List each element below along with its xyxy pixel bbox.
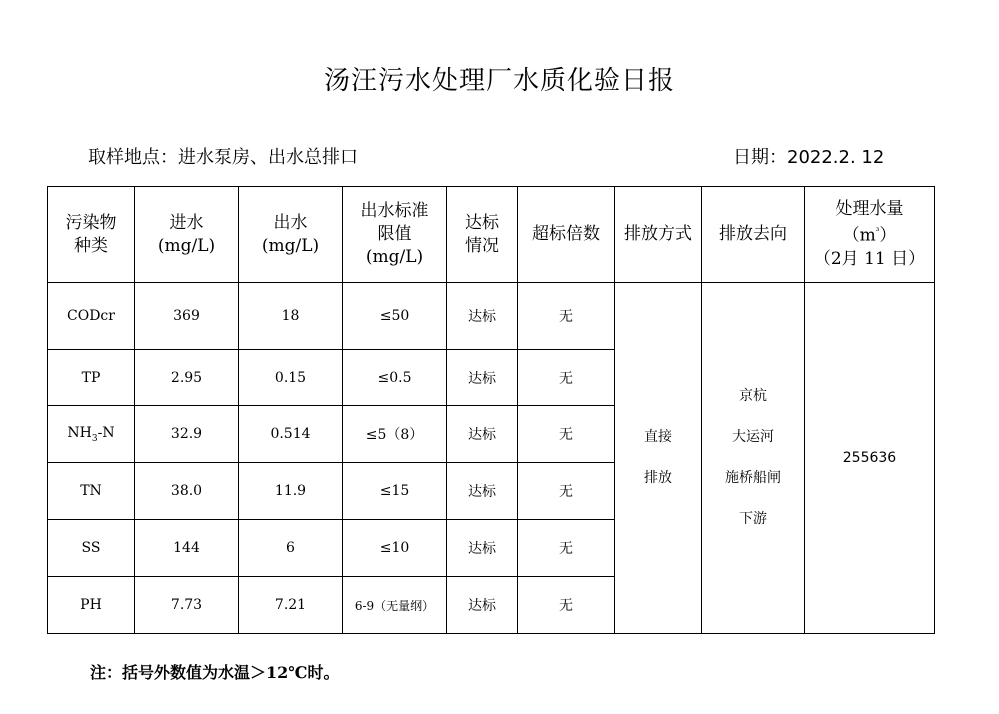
discharge-method: 直接 排放 <box>615 283 702 634</box>
standard-value: 6-9（无量纲） <box>343 577 447 634</box>
outflow-value: 0.514 <box>239 406 343 463</box>
exceed-times: 无 <box>518 406 615 463</box>
exceed-times: 无 <box>518 350 615 406</box>
exceed-times: 无 <box>518 577 615 634</box>
header-volume: 处理水量 $(m^{^3})$ （2月 11 日） <box>805 187 935 283</box>
compliance-status: 达标 <box>447 520 518 577</box>
discharge-destination: 京杭 大运河 施桥船闸 下游 <box>702 283 805 634</box>
table-row <box>48 283 935 350</box>
compliance-status: 达标 <box>447 406 518 463</box>
pollutant-name: $NH_3-N$ <box>48 406 135 463</box>
treated-volume: 255636 <box>805 283 935 634</box>
header-discharge-destination: 排放去向 <box>702 187 805 283</box>
compliance-status: 达标 <box>447 463 518 520</box>
standard-value: ≤10 <box>343 520 447 577</box>
header-exceed: 超标倍数 <box>518 187 615 283</box>
header-standard: 出水标准 限值 (mg/L) <box>343 187 447 283</box>
footnote: 注：括号外数值为水温＞12℃时。 <box>90 663 340 682</box>
compliance-status: 达标 <box>447 577 518 634</box>
outflow-value: 6 <box>239 520 343 577</box>
exceed-times: 无 <box>518 520 615 577</box>
exceed-times: 无 <box>518 463 615 520</box>
header-row <box>48 187 935 283</box>
compliance-status: 达标 <box>447 350 518 406</box>
inflow-value: 2.95 <box>135 350 239 406</box>
pollutant-name: CODcr <box>48 283 135 350</box>
exceed-times: 无 <box>518 283 615 350</box>
inflow-value: 144 <box>135 520 239 577</box>
inflow-value: 369 <box>135 283 239 350</box>
header-compliance: 达标 情况 <box>447 187 518 283</box>
inflow-value: 32.9 <box>135 406 239 463</box>
pollutant-name: PH <box>48 577 135 634</box>
standard-value: ≤50 <box>343 283 447 350</box>
sampling-location: 取样地点：进水泵房、出水总排口 <box>88 147 358 168</box>
pollutant-name: TP <box>48 350 135 406</box>
report-date: 日期：2022.2. 12 <box>733 147 885 168</box>
outflow-value: 0.15 <box>239 350 343 406</box>
header-inflow: 进水 (mg/L) <box>135 187 239 283</box>
header-pollutant: 污染物 种类 <box>48 187 135 283</box>
outflow-value: 11.9 <box>239 463 343 520</box>
compliance-status: 达标 <box>447 283 518 350</box>
header-outflow: 出水 (mg/L) <box>239 187 343 283</box>
standard-value: ≤5（8） <box>343 406 447 463</box>
outflow-value: 18 <box>239 283 343 350</box>
header-discharge-method: 排放方式 <box>615 187 702 283</box>
pollutant-name: TN <box>48 463 135 520</box>
inflow-value: 7.73 <box>135 577 239 634</box>
report-title: 汤汪污水处理厂水质化验日报 <box>323 66 675 96</box>
water-quality-table <box>47 186 935 634</box>
outflow-value: 7.21 <box>239 577 343 634</box>
standard-value: ≤0.5 <box>343 350 447 406</box>
pollutant-name: SS <box>48 520 135 577</box>
inflow-value: 38.0 <box>135 463 239 520</box>
standard-value: ≤15 <box>343 463 447 520</box>
